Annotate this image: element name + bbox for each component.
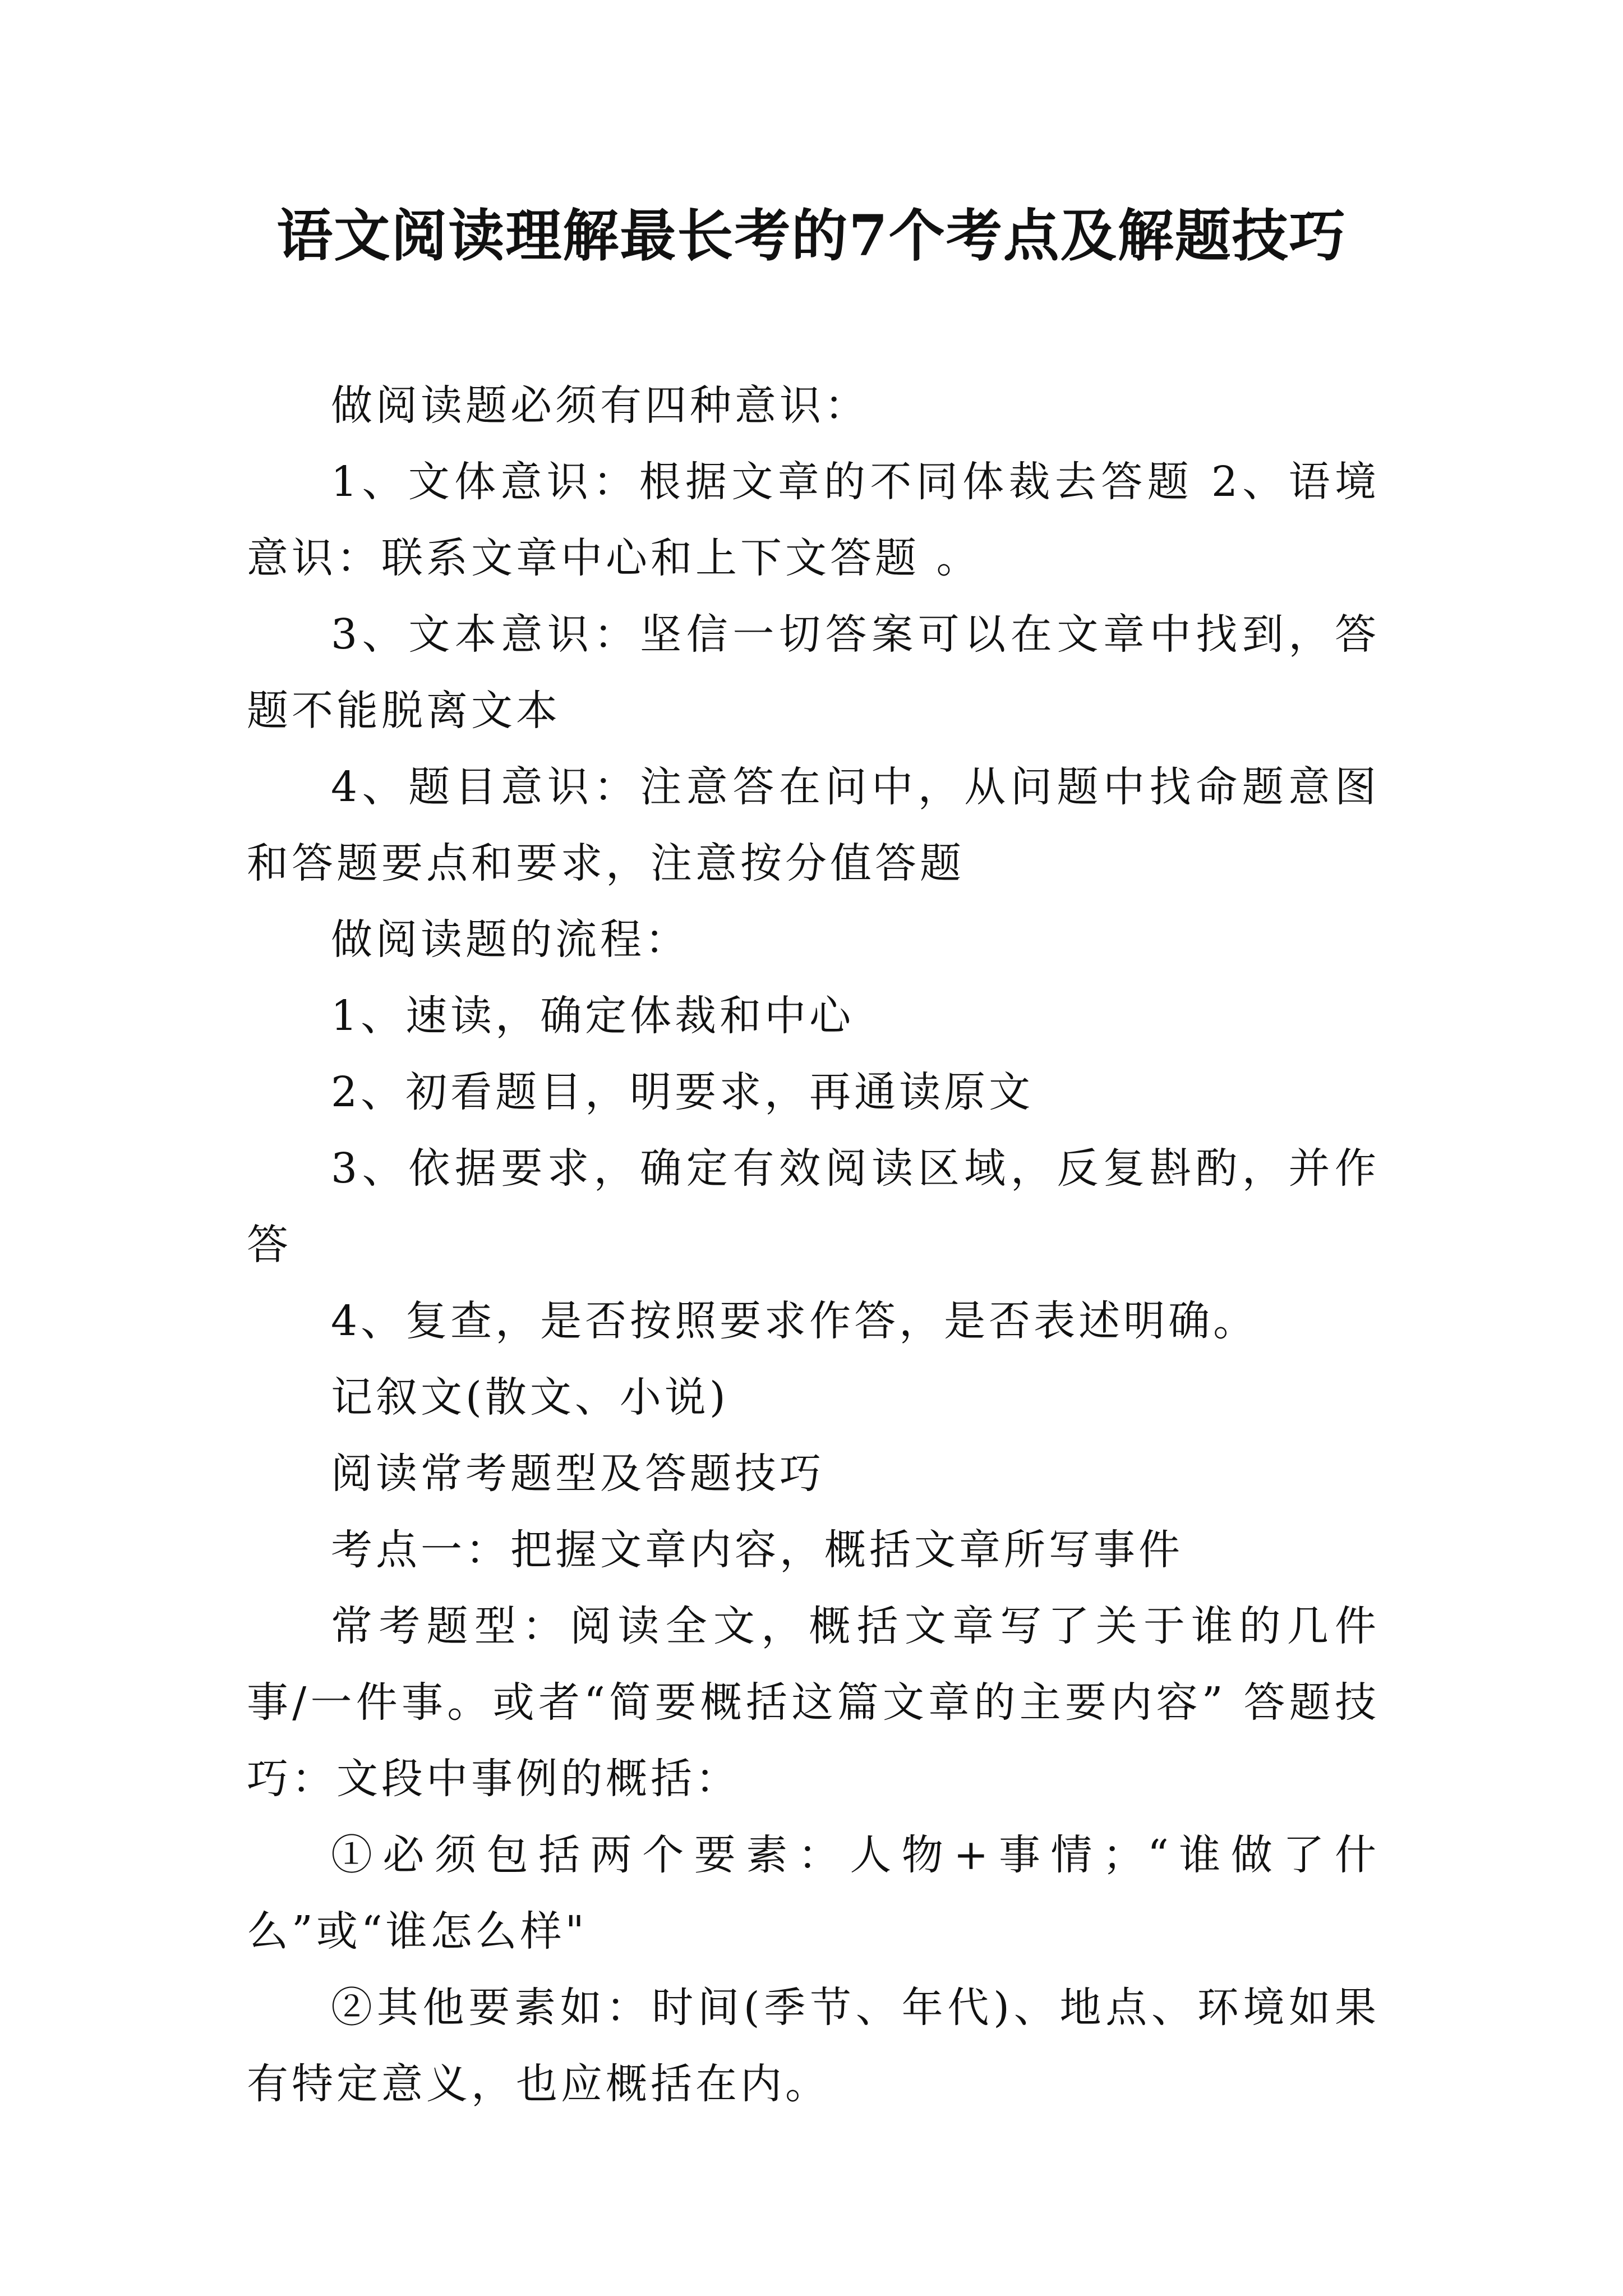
paragraph-element-1: ①必须包括两个要素：人物+事情；“谁做了什么”或“谁怎么样" — [247, 1831, 1380, 1955]
paragraph-text-awareness: 3、文本意识：坚信一切答案可以在文章中找到，答题不能脱离文本 — [247, 610, 1380, 735]
document-title: 语文阅读理解最长考的7个考点及解题技巧 — [276, 203, 1347, 269]
paragraph-narrative-heading: 记叙文(散文、小说) — [331, 1373, 729, 1421]
paragraph-common-question: 常考题型：阅读全文，概括文章写了关于谁的几件事/一件事。或者“简要概括这篇文章的主要内容” 答题技巧：文段中事例的概括： — [247, 1602, 1380, 1803]
paragraph-awareness-intro: 做阅读题必须有四种意识： — [331, 381, 869, 430]
paragraph-process-step-3: 3、依据要求，确定有效阅读区域，反复斟酌，并作答 — [247, 1144, 1380, 1269]
paragraph-process-step-1: 1、速读，确定体裁和中心 — [331, 992, 855, 1040]
paragraph-process-intro: 做阅读题的流程： — [331, 915, 690, 964]
paragraph-process-step-4: 4、复查，是否按照要求作答，是否表述明确。 — [331, 1297, 1258, 1345]
paragraph-question-types-heading: 阅读常考题型及答题技巧 — [331, 1450, 824, 1498]
paragraph-genre-context-awareness: 1、文体意识：根据文章的不同体裁去答题 2、语境意识：联系文章中心和上下文答题 。 — [247, 458, 1380, 582]
document-body — [247, 367, 1380, 2122]
paragraph-question-awareness: 4、题目意识：注意答在问中，从问题中找命题意图和答题要点和要求，注意按分值答题 — [247, 763, 1380, 887]
paragraph-element-2: ②其他要素如：时间(季节、年代)、地点、环境如果有特定意义，也应概括在内。 — [247, 1984, 1380, 2108]
paragraph-point-one: 考点一：把握文章内容，概括文章所写事件 — [331, 1526, 1183, 1574]
paragraph-process-step-2: 2、初看题目，明要求，再通读原文 — [331, 1068, 1034, 1116]
